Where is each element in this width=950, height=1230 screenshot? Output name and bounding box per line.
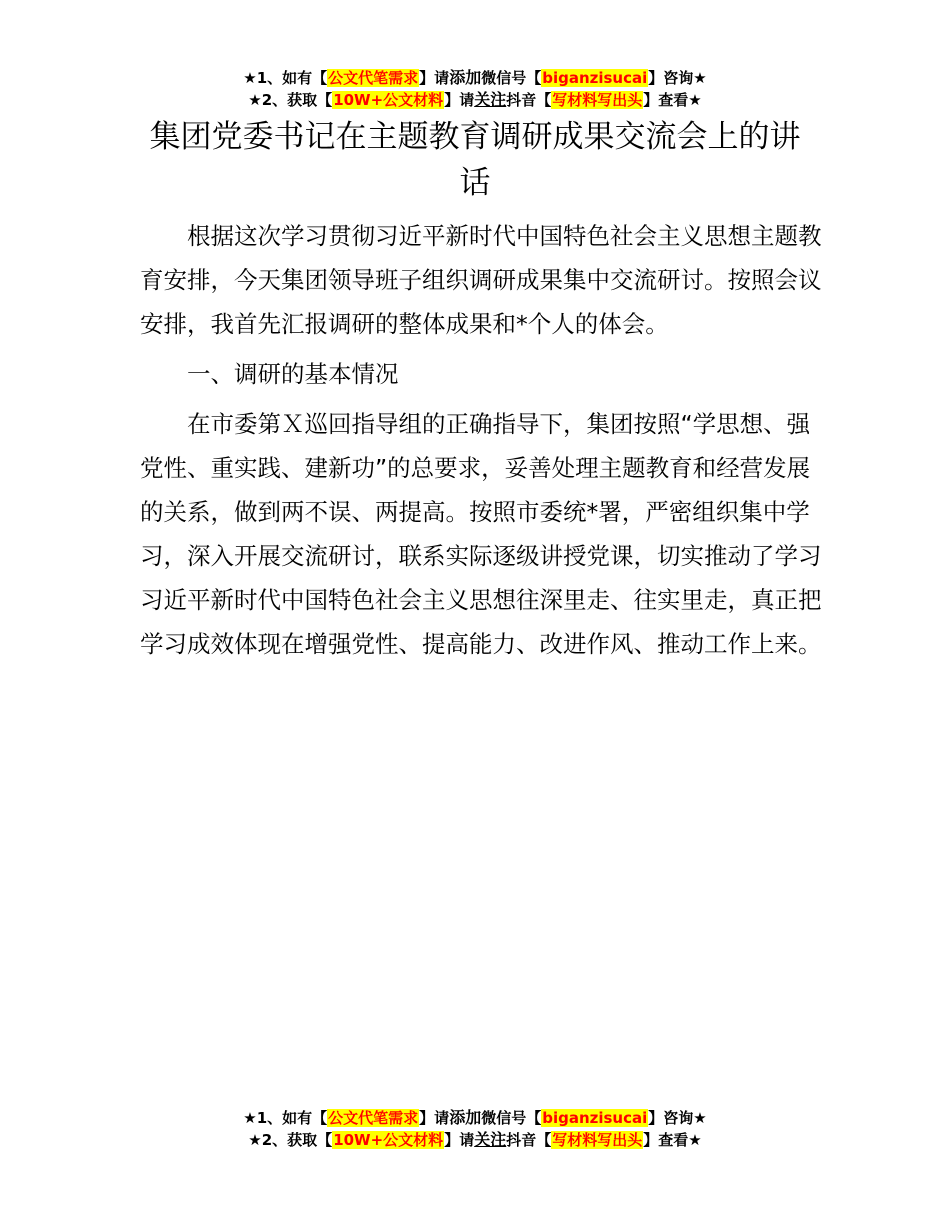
- header-ad-line-2: [0, 89, 950, 111]
- footer-ad-line-2: [0, 1129, 950, 1151]
- ad-highlight-wechat-id: biganzisucai: [542, 1109, 648, 1127]
- ad-text: 】查看★: [643, 91, 702, 109]
- ad-emphasis: 关注: [474, 90, 507, 109]
- footer-ad-banner: [0, 1107, 950, 1151]
- ad-emphasis: 关注: [474, 1130, 507, 1149]
- ad-highlight-materials: 10W+公文材料: [333, 1131, 444, 1149]
- document-body: [140, 214, 825, 672]
- ad-emphasis: 添加: [449, 1108, 482, 1127]
- ad-text: 】请: [444, 91, 475, 109]
- paragraph-basic-situation: 在市委第Ｘ巡回指导组的正确指导下，集团按照“学思想、强党性、重实践、建新功”的总要求，妥善处理主题教育和经营发展的关系，做到两不误、两提高。按照市委统*署，严密组织集中学习，深入开展交流研讨，联系实际逐级讲授党课，切实推动了学习习近平新时代中国特色社会主义思想往深里走、往实里走，真正把学习成效体现在增强党性、提高能力、改进作风、推动工作上来。: [140, 410, 822, 658]
- header-ad-line-1: [0, 67, 950, 89]
- ad-text: 】咨询★: [648, 69, 707, 87]
- ad-highlight-service: 公文代笔需求: [328, 1109, 419, 1127]
- ad-highlight-service: 公文代笔需求: [328, 69, 419, 87]
- ad-text: 抖音【: [506, 1131, 552, 1149]
- footer-ad-line-1: [0, 1107, 950, 1129]
- ad-text: 】咨询★: [648, 1109, 707, 1127]
- ad-text: 】请: [419, 1109, 450, 1127]
- ad-highlight-douyin-id: 写材料写出头: [552, 1131, 643, 1149]
- ad-text: ★1、如有【: [243, 1109, 328, 1127]
- ad-text: 微信号【: [481, 69, 542, 87]
- header-ad-banner: [0, 67, 950, 111]
- paragraph-intro: 根据这次学习贯彻习近平新时代中国特色社会主义思想主题教育安排，今天集团领导班子组织调研成果集中交流研讨。按照会议安排，我首先汇报调研的整体成果和*个人的体会。: [140, 222, 822, 338]
- document-title: 集团党委书记在主题教育调研成果交流会上的讲话: [149, 119, 801, 201]
- ad-highlight-wechat-id: biganzisucai: [542, 69, 648, 87]
- ad-highlight-douyin-id: 写材料写出头: [552, 91, 643, 109]
- ad-emphasis: 添加: [449, 68, 482, 87]
- ad-highlight-materials: 10W+公文材料: [333, 91, 444, 109]
- section-heading: 一、调研的基本情况: [187, 360, 399, 388]
- ad-text: ★2、获取【: [248, 91, 333, 109]
- ad-text: ★2、获取【: [248, 1131, 333, 1149]
- ad-text: ★1、如有【: [243, 69, 328, 87]
- ad-text: 微信号【: [481, 1109, 542, 1127]
- ad-text: 】请: [419, 69, 450, 87]
- ad-text: 】请: [444, 1131, 475, 1149]
- ad-text: 】查看★: [643, 1131, 702, 1149]
- ad-text: 抖音【: [506, 91, 552, 109]
